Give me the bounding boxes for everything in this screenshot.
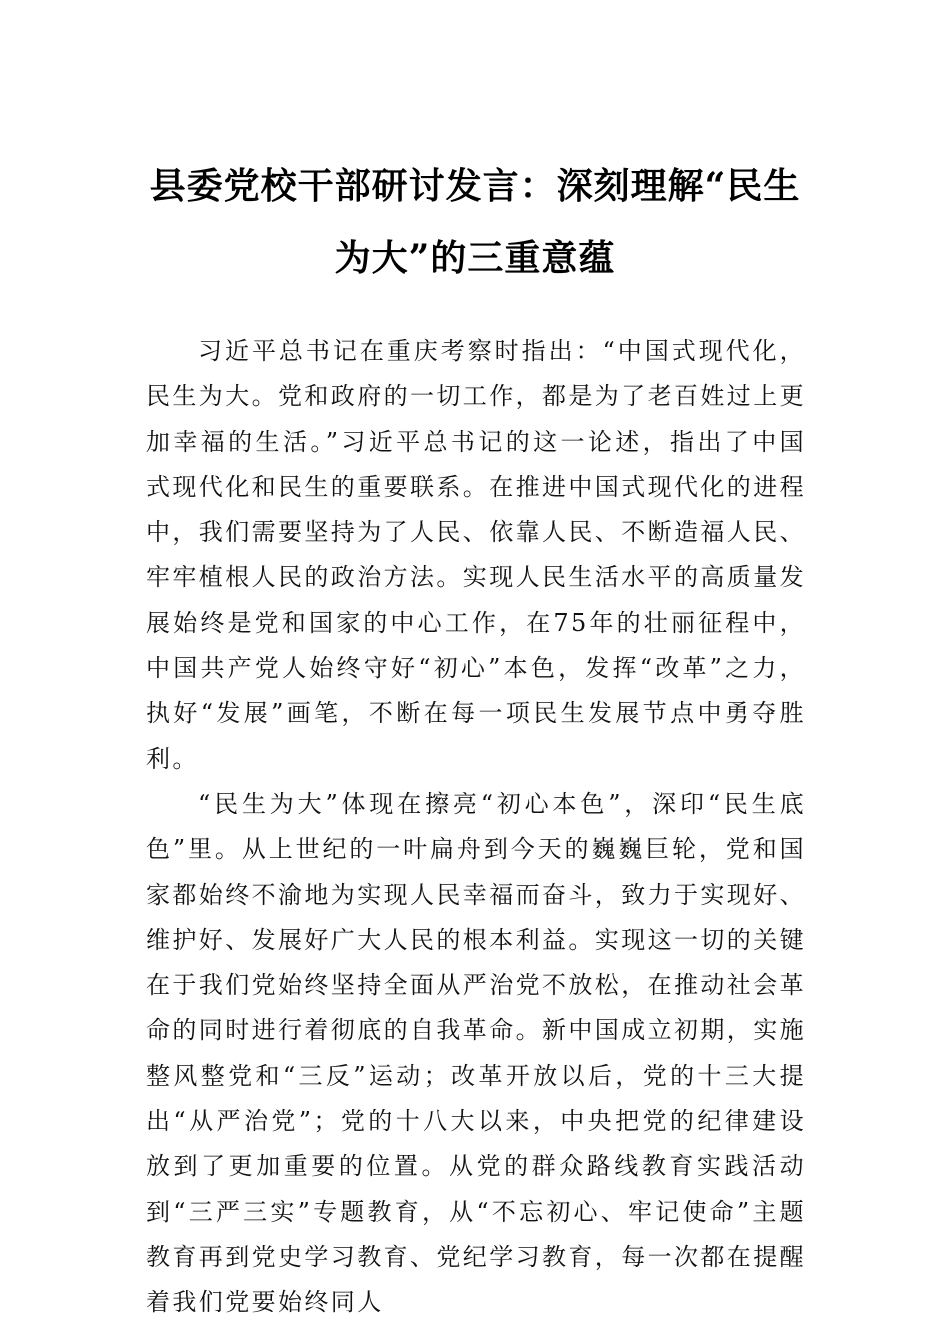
title-line-2: 为大”的三重意蕴 [334,237,616,279]
paragraph-1: 习近平总书记在重庆考察时指出：“中国式现代化，民生为大。党和政府的一切工作，都是为了老百姓过上更加幸福的生活。”习近平总书记的这一论述，指出了中国式现代化和民生的重要联系。在推进中国式现代化的进程中，我们需要坚持为了人民、依靠人民、不断造福人民、牢牢植根人民的政治方法。实现人民生活水平的高质量发展始终是党和国家的中心工作，在75年的壮丽征程中，中国共产党人始终守好“初心”本色，发挥“改革”之力，执好“发展”画笔，不断在每一项民生发展节点中勇夺胜利。 [146,337,806,773]
document-body [146,329,806,1326]
document-title [140,150,810,294]
title-line-1: 县委党校干部研讨发言：深刻理解“民生 [149,165,801,207]
paragraph-2: “民生为大”体现在擦亮“初心本色”，深印“民生底色”里。从上世纪的一叶扁舟到今天的巍巍巨轮，党和国家都始终不渝地为实现人民幸福而奋斗，致力于实现好、维护好、发展好广大人民的根本利益。实现这一切的关键在于我们党始终坚持全面从严治党不放松，在推动社会革命的同时进行着彻底的自我革命。新中国成立初期，实施整风整党和“三反”运动；改革开放以后，党的十三大提出“从严治党”；党的十八大以来，中央把党的纪律建设放到了更加重要的位置。从党的群众路线教育实践活动到“三严三实”专题教育，从“不忘初心、牢记使命”主题教育再到党史学习教育、党纪学习教育，每一次都在提醒着我们党要始终同人 [146,789,806,1317]
